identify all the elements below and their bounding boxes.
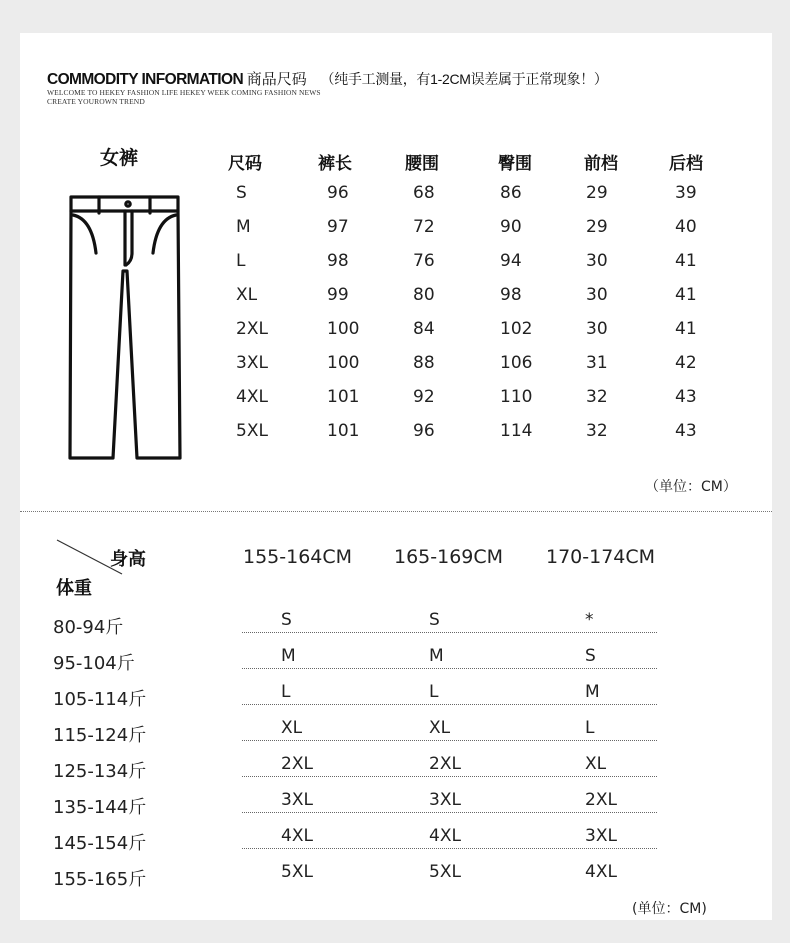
- size-table-cell: 29: [586, 183, 608, 203]
- weight-row-label: 155-165斤: [53, 869, 147, 890]
- size-table-header: 臀围: [498, 154, 532, 174]
- weight-row-label: 125-134斤: [53, 761, 147, 782]
- size-table-cell: 84: [413, 319, 435, 339]
- size-table-cell: 102: [500, 319, 533, 339]
- weight-row-label: 105-114斤: [53, 689, 147, 710]
- size-table-header: 裤长: [318, 154, 352, 174]
- recommended-size: 2XL: [281, 754, 313, 774]
- recommended-size: L: [429, 682, 439, 702]
- size-table-cell: 5XL: [236, 421, 268, 441]
- recommended-size: 4XL: [281, 826, 313, 846]
- size-table-cell: 30: [586, 285, 608, 305]
- size-table-cell: 3XL: [236, 353, 268, 373]
- size-table-cell: XL: [236, 285, 258, 305]
- size-table-cell: 114: [500, 421, 533, 441]
- title-english: COMMODITY INFORMATION: [47, 71, 244, 88]
- size-table-header: 腰围: [405, 154, 439, 174]
- size-table-cell: 97: [327, 217, 349, 237]
- size-table-header: 前档: [584, 154, 618, 174]
- page-title: [47, 68, 608, 89]
- size-table-cell: 96: [413, 421, 435, 441]
- size-table-cell: 39: [675, 183, 697, 203]
- size-table-cell: L: [236, 251, 246, 271]
- recommended-size: 2XL: [585, 790, 617, 810]
- recommended-size: M: [429, 646, 444, 666]
- garment-title: 女裤: [100, 147, 139, 169]
- size-table-cell: 72: [413, 217, 435, 237]
- pants-icon: [66, 193, 184, 461]
- recommended-size: 2XL: [429, 754, 461, 774]
- row-divider: [242, 632, 657, 633]
- size-table-header: 后档: [669, 154, 703, 174]
- size-table-cell: 4XL: [236, 387, 268, 407]
- size-table-cell: 98: [327, 251, 349, 271]
- size-chart-card: [20, 33, 772, 920]
- tagline-1: WELCOME TO HEKEY FASHION LIFE HEKEY WEEK COMING FASHION NEWS: [47, 88, 321, 97]
- recommended-size: L: [281, 682, 291, 702]
- size-table-cell: 40: [675, 217, 697, 237]
- height-column-header: 155-164CM: [243, 546, 353, 568]
- row-divider: [242, 812, 657, 813]
- size-table-cell: 32: [586, 387, 608, 407]
- weight-row-label: 80-94斤: [53, 617, 124, 638]
- weight-row-label: 135-144斤: [53, 797, 147, 818]
- size-table-cell: 101: [327, 421, 360, 441]
- recommended-size: 3XL: [281, 790, 313, 810]
- weight-row-label: 115-124斤: [53, 725, 147, 746]
- recommended-size: 5XL: [429, 862, 461, 882]
- title-chinese: 商品尺码: [246, 71, 307, 88]
- size-table-cell: 43: [675, 387, 697, 407]
- height-column-header: 165-169CM: [394, 546, 504, 568]
- recommended-size: S: [585, 646, 596, 666]
- recommendation-unit: (单位：CM): [632, 901, 707, 917]
- size-table-cell: 88: [413, 353, 435, 373]
- weight-row-label: 145-154斤: [53, 833, 147, 854]
- recommended-size: *: [585, 610, 594, 630]
- height-column-header: 170-174CM: [546, 546, 656, 568]
- size-table-cell: 92: [413, 387, 435, 407]
- size-table-cell: 96: [327, 183, 349, 203]
- size-table-cell: 98: [500, 285, 522, 305]
- size-table-cell: 32: [586, 421, 608, 441]
- size-table-cell: 110: [500, 387, 533, 407]
- weight-row-label: 95-104斤: [53, 653, 135, 674]
- size-table-cell: 99: [327, 285, 349, 305]
- recommended-size: S: [429, 610, 440, 630]
- size-table-cell: 90: [500, 217, 522, 237]
- recommended-size: 4XL: [429, 826, 461, 846]
- size-table-cell: 43: [675, 421, 697, 441]
- size-table-cell: 41: [675, 285, 697, 305]
- size-table-cell: 80: [413, 285, 435, 305]
- row-divider: [242, 776, 657, 777]
- row-divider: [242, 668, 657, 669]
- section-divider: [20, 511, 772, 512]
- size-table-header: 尺码: [228, 154, 262, 174]
- size-table-cell: 86: [500, 183, 522, 203]
- size-table-cell: 29: [586, 217, 608, 237]
- size-table-cell: 100: [327, 353, 360, 373]
- size-table-cell: 30: [586, 319, 608, 339]
- recommended-size: 5XL: [281, 862, 313, 882]
- recommended-size: 4XL: [585, 862, 617, 882]
- recommended-size: M: [585, 682, 600, 702]
- recommended-size: 3XL: [429, 790, 461, 810]
- size-table-cell: 30: [586, 251, 608, 271]
- row-divider: [242, 704, 657, 705]
- recommended-size: M: [281, 646, 296, 666]
- recommended-size: XL: [585, 754, 607, 774]
- recommended-size: 3XL: [585, 826, 617, 846]
- size-table-cell: 42: [675, 353, 697, 373]
- corner-height-label: 身高: [110, 549, 146, 570]
- size-table-cell: 94: [500, 251, 522, 271]
- recommended-size: S: [281, 610, 292, 630]
- recommended-size: XL: [429, 718, 451, 738]
- row-divider: [242, 848, 657, 849]
- recommended-size: XL: [281, 718, 303, 738]
- size-table-cell: M: [236, 217, 251, 237]
- measurement-note: （纯手工测量，有1-2CM误差属于正常现象！）: [320, 71, 608, 87]
- size-table-cell: S: [236, 183, 247, 203]
- size-table-cell: 68: [413, 183, 435, 203]
- row-divider: [242, 740, 657, 741]
- size-table-cell: 31: [586, 353, 608, 373]
- size-table-cell: 101: [327, 387, 360, 407]
- size-table-cell: 2XL: [236, 319, 268, 339]
- recommended-size: L: [585, 718, 595, 738]
- size-table-cell: 41: [675, 251, 697, 271]
- size-table-unit: （单位：CM）: [645, 479, 737, 495]
- size-table-cell: 100: [327, 319, 360, 339]
- corner-weight-label: 体重: [56, 578, 92, 599]
- size-table-cell: 76: [413, 251, 435, 271]
- size-table-cell: 41: [675, 319, 697, 339]
- size-table-cell: 106: [500, 353, 533, 373]
- tagline-2: CREATE YOUROWN TREND: [47, 97, 145, 106]
